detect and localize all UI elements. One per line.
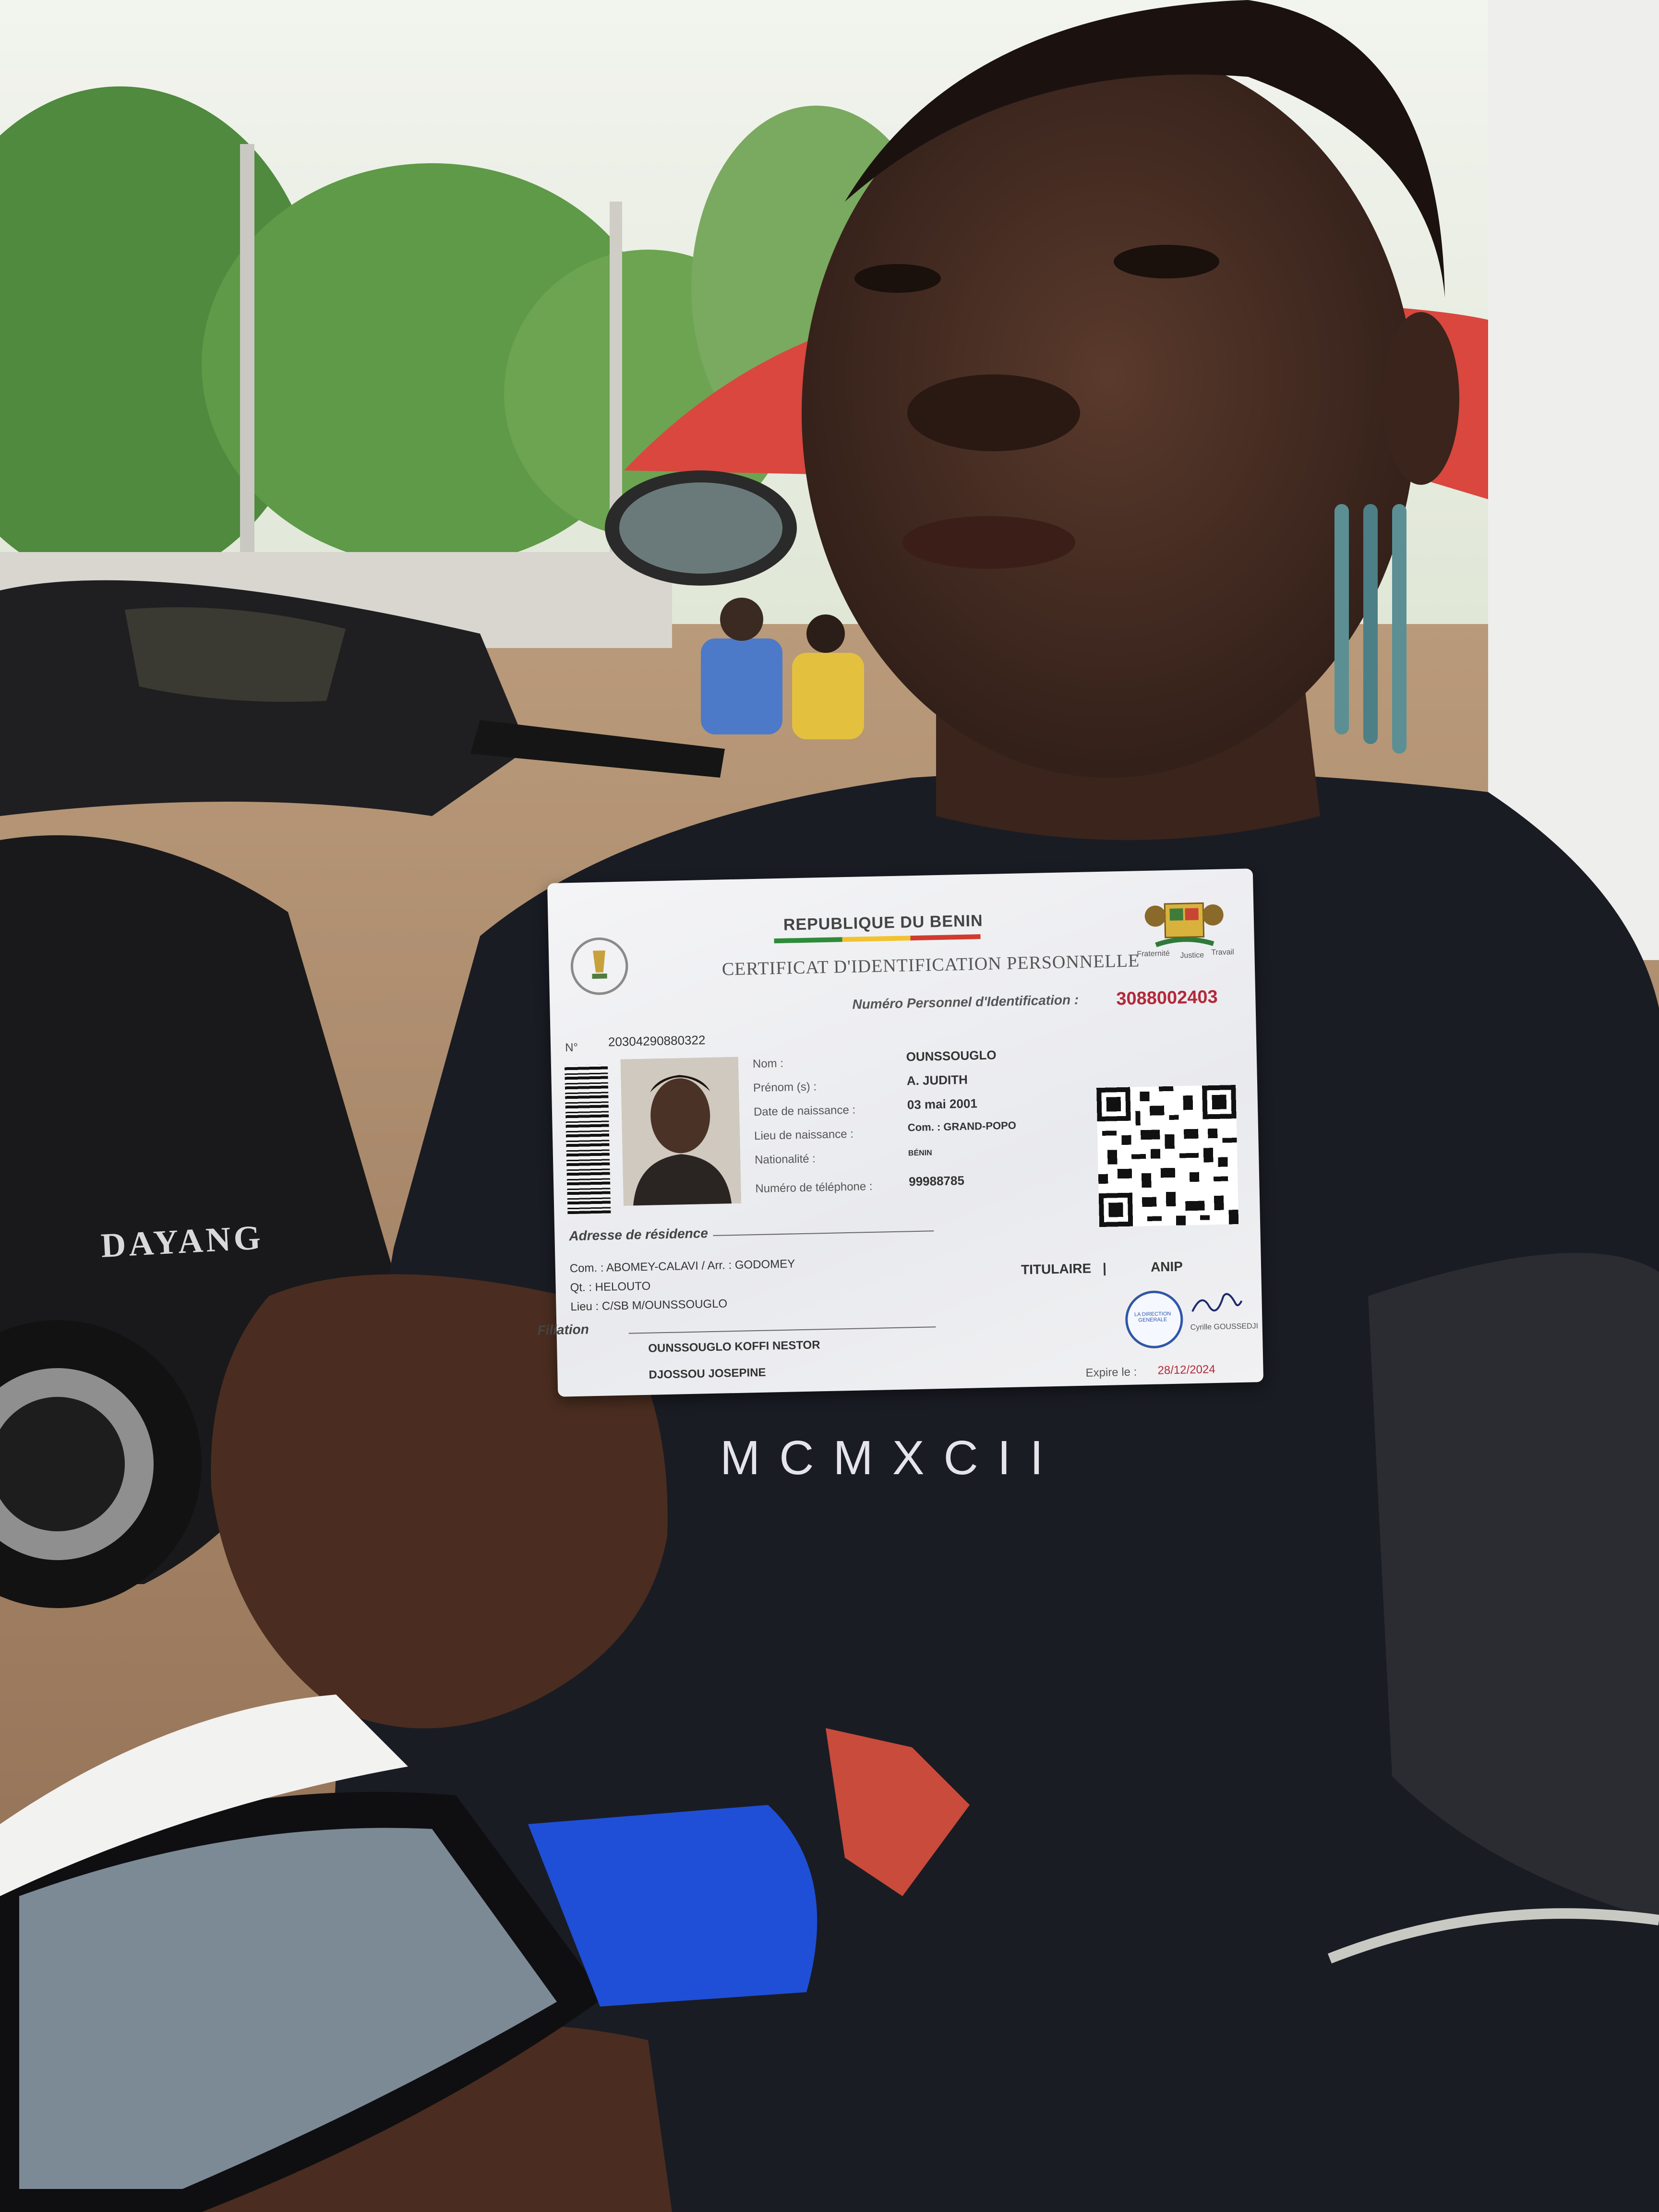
nationality-label: Nationalité : [754, 1152, 816, 1167]
birthdate-label: Date de naissance : [753, 1103, 856, 1119]
npi-label: Numéro Personnel d'Identification : [852, 992, 1079, 1012]
signature-separator: | [1102, 1260, 1107, 1275]
holder-label: TITULAIRE [1021, 1261, 1092, 1277]
nom-value: OUNSSOUGLO [906, 1047, 997, 1064]
emblem-motto-1: Fraternité [1137, 949, 1170, 959]
document-number-label: N° [565, 1041, 578, 1055]
flag-stripe [774, 934, 981, 943]
card-title: CERTIFICAT D'IDENTIFICATION PERSONNELLE [721, 950, 1140, 980]
motorcycle-brand-logo: DAYANG [100, 1218, 264, 1265]
phone-label: Numéro de téléphone : [755, 1179, 873, 1196]
card-country: REPUBLIQUE DU BENIN [783, 912, 983, 934]
prenom-label: Prénom (s) : [753, 1080, 817, 1095]
address-line-1: Com. : ABOMEY-CALAVI / Arr. : GODOMEY [569, 1257, 795, 1275]
emblem-motto-2: Justice [1180, 951, 1204, 960]
address-line-3: Lieu : C/SB M/OUNSSOUGLO [570, 1297, 728, 1314]
birthplace-label: Lieu de naissance : [754, 1127, 854, 1143]
coat-of-arms-icon [1136, 888, 1233, 957]
parent-mother: DJOSSOU JOSEPINE [649, 1366, 766, 1382]
parent-father: OUNSSOUGLO KOFFI NESTOR [648, 1338, 820, 1355]
nom-label: Nom : [752, 1057, 784, 1071]
document-number-value: 20304290880322 [608, 1033, 706, 1049]
seal-text: LA DIRECTION GENERALE [1134, 1310, 1171, 1323]
prenom-value: A. JUDITH [906, 1072, 968, 1088]
expiry-label: Expire le : [1085, 1365, 1137, 1380]
address-title: Adresse de résidence [569, 1226, 709, 1244]
emblem-motto-3: Travail [1211, 948, 1234, 957]
address-line-2: Qt. : HELOUTO [570, 1279, 651, 1295]
birthplace-value: Com. : GRAND-POPO [907, 1119, 1017, 1134]
anip-logo-icon [567, 934, 631, 998]
anip-label: ANIP [1150, 1259, 1183, 1274]
filiation-title: Filiation [537, 1322, 589, 1338]
birthdate-value: 03 mai 2001 [907, 1096, 978, 1112]
npi-value: 3088002403 [1116, 986, 1218, 1010]
signatory-name: Cyrille GOUSSEDJI [1190, 1322, 1259, 1332]
filiation-underline [629, 1326, 936, 1334]
expiry-value: 28/12/2024 [1157, 1363, 1215, 1377]
barcode [565, 1064, 611, 1214]
nationality-value: BÉNIN [908, 1149, 932, 1158]
holder-photo [621, 1057, 741, 1206]
identification-certificate-card [537, 868, 1263, 1397]
qr-code [1096, 1085, 1238, 1227]
signature-icon [1190, 1286, 1243, 1321]
phone-value: 99988785 [908, 1173, 965, 1189]
address-underline [713, 1230, 934, 1236]
hoodie-print-text: MCMXCII [720, 1431, 1063, 1485]
